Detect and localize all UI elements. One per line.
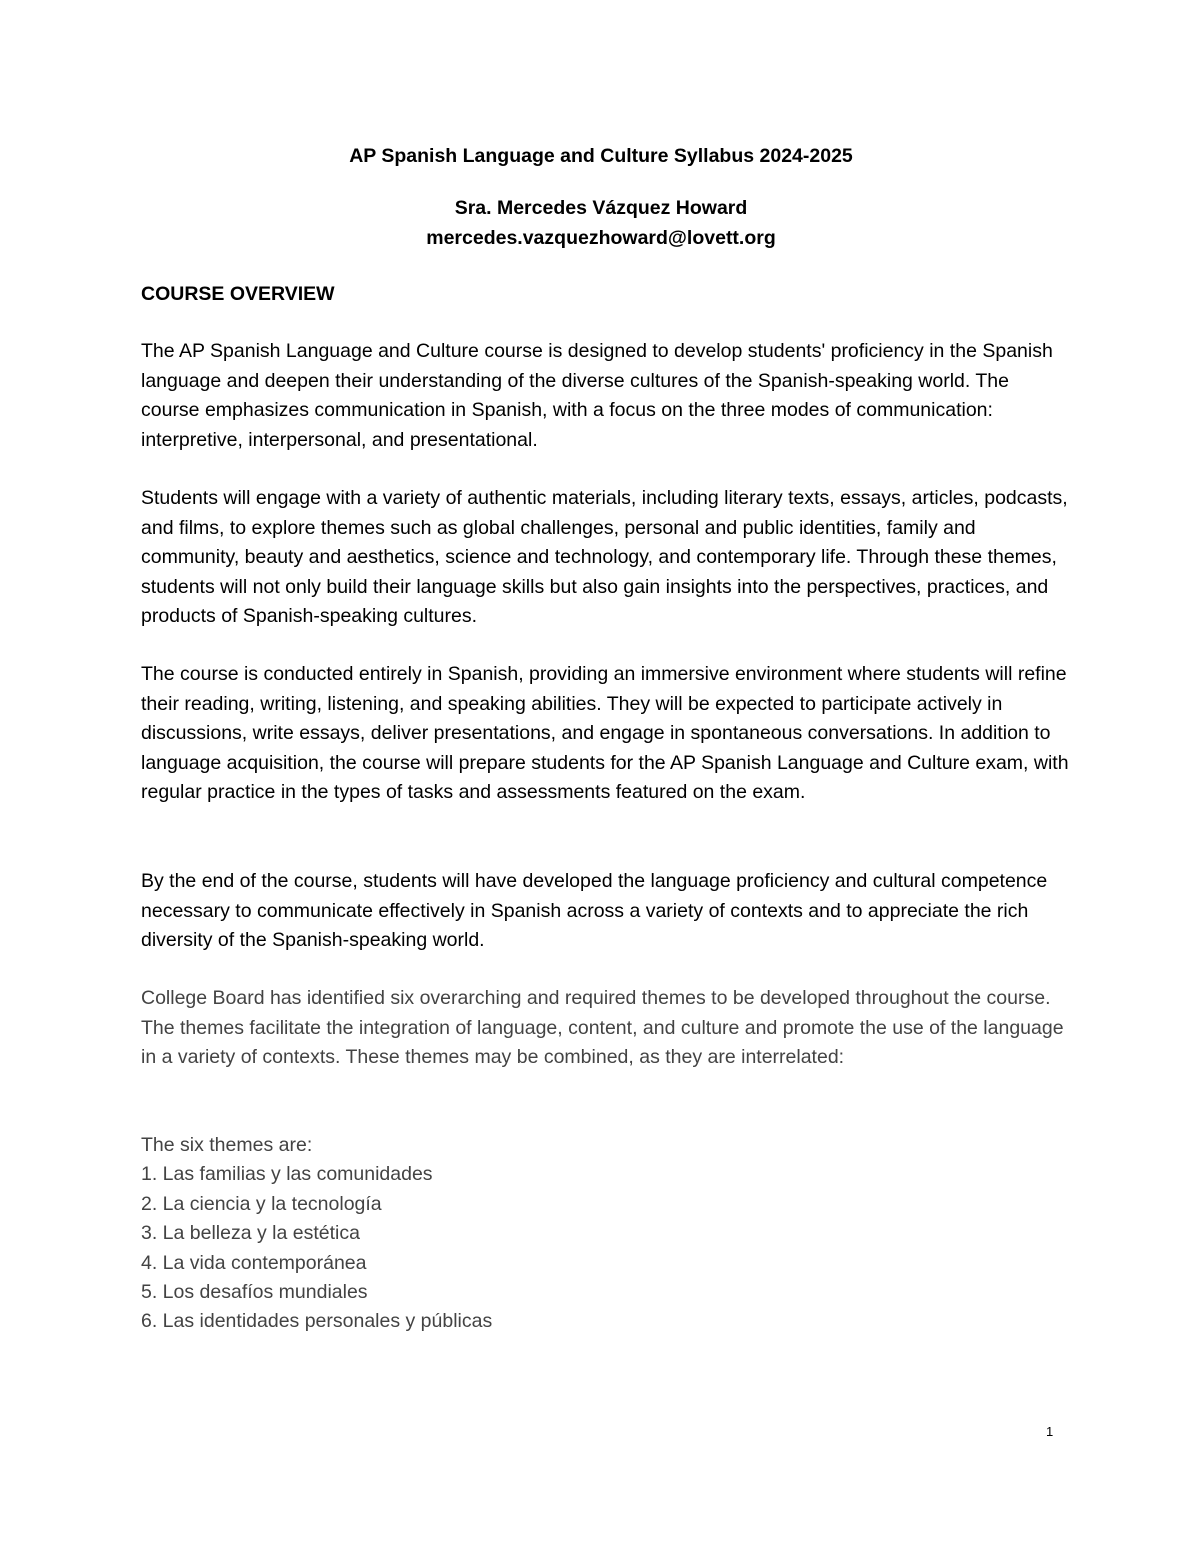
theme-item: 2. La ciencia y la tecnología bbox=[141, 1192, 382, 1215]
themes-description-paragraph: College Board has identified six overarching and required themes to be developed throughout the course. The themes facilitate the integration of language, content, and culture and promote the use of the language in a variety of contexts. These themes may be combined, as they are interrelated: bbox=[141, 987, 1064, 1069]
theme-item: 5. Los desafíos mundiales bbox=[141, 1281, 368, 1304]
overview-paragraph-1: The AP Spanish Language and Culture course is designed to develop students' proficiency in the Spanish language and deepen their understanding of the diverse cultures of the Spanish-speaking world. The course emphasizes communication in Spanish, with a focus on the three modes of communication: interpretive, interpersonal, and presentational. bbox=[141, 340, 1053, 451]
document-title: AP Spanish Language and Culture Syllabus 2024-2025 bbox=[349, 145, 853, 167]
overview-paragraph-3: The course is conducted entirely in Spanish, providing an immersive environment where students will refine their reading, writing, listening, and speaking abilities. They will be expected to participate actively in discussions, write essays, deliver presentations, and engage in spontaneous conversations. In addition to language acquisition, the course will prepare students for the AP Spanish Language and Culture exam, with regular practice in the types of tasks and assessments featured on the exam. bbox=[141, 663, 1069, 804]
teacher-name: Sra. Mercedes Vázquez Howard bbox=[454, 197, 748, 219]
overview-paragraph-2: Students will engage with a variety of authentic materials, including literary texts, essays, articles, podcasts, and films, to explore themes such as global challenges, personal and public identities, family and community, beauty and aesthetics, science and technology, and contemporary life. Through these themes, students will not only build their language skills but also gain insights into the perspectives, practices, and products of Spanish-speaking cultures. bbox=[141, 487, 1068, 628]
section-heading: COURSE OVERVIEW bbox=[141, 283, 335, 305]
teacher-email: mercedes.vazquezhoward@lovett.org bbox=[426, 227, 776, 249]
theme-item: 3. La belleza y la estética bbox=[141, 1222, 360, 1245]
themes-list bbox=[141, 1131, 492, 1337]
theme-item: 6. Las identidades personales y públicas bbox=[141, 1310, 493, 1333]
overview-paragraph-4: By the end of the course, students will have developed the language proficiency and cultural competence necessary to communicate effectively in Spanish across a variety of contexts and to appreciate the rich diversity of the Spanish-speaking world. bbox=[141, 870, 1048, 952]
theme-item: 1. Las familias y las comunidades bbox=[141, 1163, 433, 1186]
page-number: 1 bbox=[1046, 1424, 1054, 1439]
themes-intro: The six themes are: bbox=[141, 1134, 313, 1156]
theme-item: 4. La vida contemporánea bbox=[141, 1251, 367, 1274]
